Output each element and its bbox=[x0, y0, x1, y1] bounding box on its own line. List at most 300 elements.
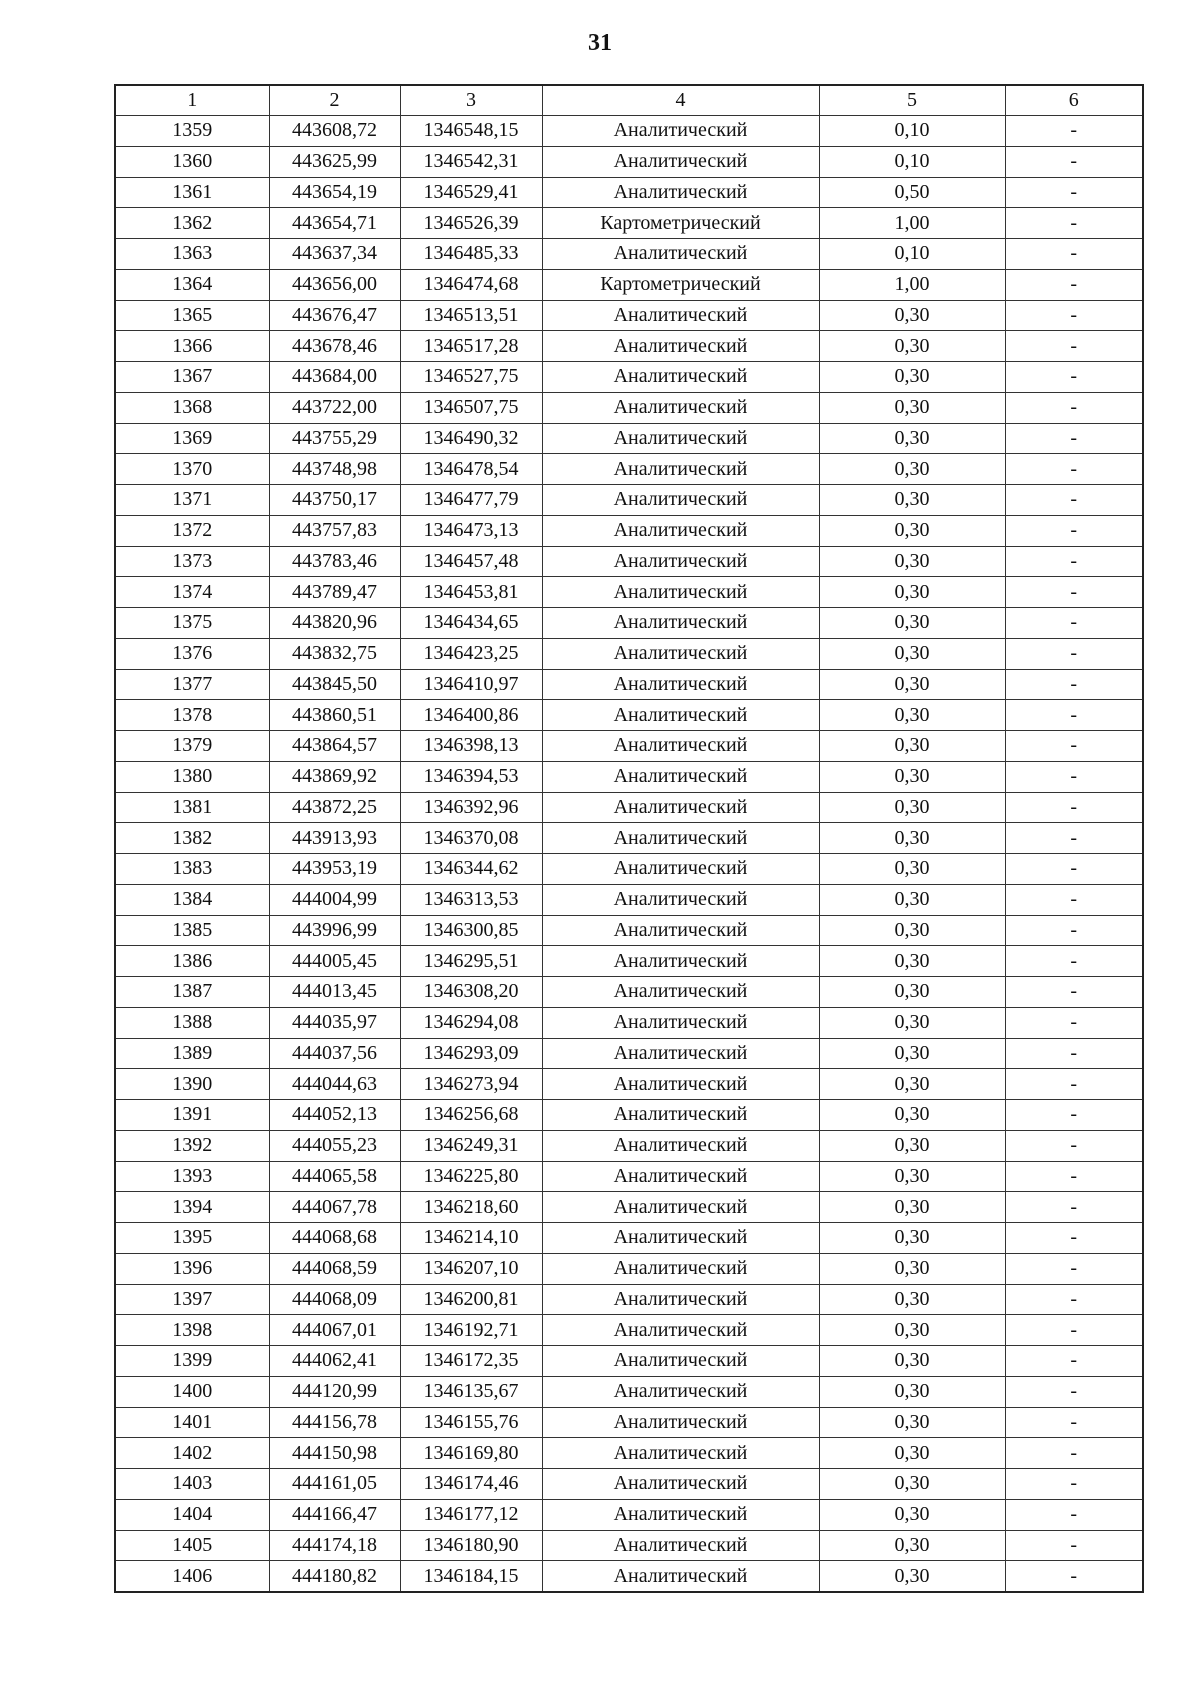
cell-point-number: 1387 bbox=[115, 977, 269, 1008]
cell-precision: 0,30 bbox=[819, 454, 1005, 485]
table-row bbox=[115, 116, 1143, 147]
cell-coordinate-y: 1346527,75 bbox=[400, 362, 542, 393]
table-row bbox=[115, 1130, 1143, 1161]
cell-coordinate-y: 1346218,60 bbox=[400, 1192, 542, 1223]
cell-method: Аналитический bbox=[542, 1223, 819, 1254]
cell-note: - bbox=[1005, 884, 1143, 915]
cell-note: - bbox=[1005, 577, 1143, 608]
cell-precision: 0,30 bbox=[819, 1253, 1005, 1284]
cell-method: Аналитический bbox=[542, 1407, 819, 1438]
cell-point-number: 1370 bbox=[115, 454, 269, 485]
cell-note: - bbox=[1005, 792, 1143, 823]
cell-precision: 0,30 bbox=[819, 392, 1005, 423]
column-header-6: 6 bbox=[1005, 85, 1143, 116]
cell-method: Аналитический bbox=[542, 977, 819, 1008]
cell-point-number: 1384 bbox=[115, 884, 269, 915]
cell-method: Аналитический bbox=[542, 515, 819, 546]
table-row bbox=[115, 638, 1143, 669]
table-row bbox=[115, 269, 1143, 300]
table-row bbox=[115, 1407, 1143, 1438]
cell-note: - bbox=[1005, 669, 1143, 700]
cell-coordinate-x: 443913,93 bbox=[269, 823, 400, 854]
cell-point-number: 1362 bbox=[115, 208, 269, 239]
cell-method: Аналитический bbox=[542, 331, 819, 362]
cell-method: Аналитический bbox=[542, 177, 819, 208]
cell-coordinate-y: 1346457,48 bbox=[400, 546, 542, 577]
table-row bbox=[115, 977, 1143, 1008]
cell-precision: 0,30 bbox=[819, 638, 1005, 669]
table-row bbox=[115, 485, 1143, 516]
cell-note: - bbox=[1005, 177, 1143, 208]
cell-method: Аналитический bbox=[542, 1007, 819, 1038]
cell-note: - bbox=[1005, 1069, 1143, 1100]
cell-point-number: 1376 bbox=[115, 638, 269, 669]
column-header-4: 4 bbox=[542, 85, 819, 116]
cell-coordinate-y: 1346477,79 bbox=[400, 485, 542, 516]
cell-method: Аналитический bbox=[542, 1069, 819, 1100]
cell-point-number: 1385 bbox=[115, 915, 269, 946]
cell-method: Аналитический bbox=[542, 1100, 819, 1131]
cell-coordinate-y: 1346423,25 bbox=[400, 638, 542, 669]
cell-coordinate-x: 443625,99 bbox=[269, 146, 400, 177]
cell-note: - bbox=[1005, 854, 1143, 885]
coordinates-table bbox=[114, 84, 1144, 1593]
cell-coordinate-x: 443637,34 bbox=[269, 239, 400, 270]
cell-point-number: 1391 bbox=[115, 1100, 269, 1131]
cell-coordinate-y: 1346249,31 bbox=[400, 1130, 542, 1161]
cell-precision: 0,30 bbox=[819, 1223, 1005, 1254]
cell-coordinate-x: 443656,00 bbox=[269, 269, 400, 300]
cell-coordinate-y: 1346256,68 bbox=[400, 1100, 542, 1131]
cell-method: Аналитический bbox=[542, 1192, 819, 1223]
cell-coordinate-y: 1346474,68 bbox=[400, 269, 542, 300]
cell-precision: 0,30 bbox=[819, 1192, 1005, 1223]
table-row bbox=[115, 1100, 1143, 1131]
cell-method: Аналитический bbox=[542, 116, 819, 147]
table-row bbox=[115, 577, 1143, 608]
cell-precision: 0,30 bbox=[819, 700, 1005, 731]
cell-point-number: 1365 bbox=[115, 300, 269, 331]
cell-coordinate-y: 1346398,13 bbox=[400, 731, 542, 762]
cell-precision: 0,30 bbox=[819, 362, 1005, 393]
cell-method: Аналитический bbox=[542, 638, 819, 669]
cell-precision: 0,30 bbox=[819, 792, 1005, 823]
table-row bbox=[115, 884, 1143, 915]
cell-coordinate-x: 444156,78 bbox=[269, 1407, 400, 1438]
cell-coordinate-x: 444044,63 bbox=[269, 1069, 400, 1100]
cell-precision: 0,30 bbox=[819, 1438, 1005, 1469]
cell-point-number: 1375 bbox=[115, 608, 269, 639]
cell-method: Картометрический bbox=[542, 208, 819, 239]
cell-precision: 0,10 bbox=[819, 146, 1005, 177]
cell-coordinate-x: 443872,25 bbox=[269, 792, 400, 823]
cell-coordinate-x: 443845,50 bbox=[269, 669, 400, 700]
cell-point-number: 1401 bbox=[115, 1407, 269, 1438]
table-row bbox=[115, 208, 1143, 239]
table-row bbox=[115, 146, 1143, 177]
cell-precision: 0,30 bbox=[819, 577, 1005, 608]
cell-coordinate-x: 444055,23 bbox=[269, 1130, 400, 1161]
cell-point-number: 1377 bbox=[115, 669, 269, 700]
cell-precision: 0,30 bbox=[819, 1561, 1005, 1592]
cell-note: - bbox=[1005, 761, 1143, 792]
cell-coordinate-x: 444035,97 bbox=[269, 1007, 400, 1038]
cell-method: Аналитический bbox=[542, 915, 819, 946]
cell-method: Аналитический bbox=[542, 392, 819, 423]
table-row bbox=[115, 823, 1143, 854]
table-row bbox=[115, 300, 1143, 331]
cell-note: - bbox=[1005, 423, 1143, 454]
cell-note: - bbox=[1005, 362, 1143, 393]
cell-coordinate-x: 443678,46 bbox=[269, 331, 400, 362]
table-row bbox=[115, 1038, 1143, 1069]
cell-coordinate-y: 1346485,33 bbox=[400, 239, 542, 270]
cell-coordinate-y: 1346293,09 bbox=[400, 1038, 542, 1069]
cell-coordinate-x: 443684,00 bbox=[269, 362, 400, 393]
cell-coordinate-y: 1346392,96 bbox=[400, 792, 542, 823]
cell-note: - bbox=[1005, 331, 1143, 362]
cell-note: - bbox=[1005, 1007, 1143, 1038]
cell-coordinate-x: 444150,98 bbox=[269, 1438, 400, 1469]
cell-point-number: 1399 bbox=[115, 1346, 269, 1377]
cell-method: Аналитический bbox=[542, 1346, 819, 1377]
cell-coordinate-y: 1346410,97 bbox=[400, 669, 542, 700]
cell-note: - bbox=[1005, 638, 1143, 669]
cell-coordinate-x: 444067,78 bbox=[269, 1192, 400, 1223]
cell-precision: 0,30 bbox=[819, 1407, 1005, 1438]
table-row bbox=[115, 1376, 1143, 1407]
cell-coordinate-x: 443953,19 bbox=[269, 854, 400, 885]
cell-coordinate-y: 1346200,81 bbox=[400, 1284, 542, 1315]
cell-precision: 0,30 bbox=[819, 1469, 1005, 1500]
cell-coordinate-x: 443869,92 bbox=[269, 761, 400, 792]
table-row bbox=[115, 669, 1143, 700]
cell-coordinate-y: 1346370,08 bbox=[400, 823, 542, 854]
cell-method: Аналитический bbox=[542, 300, 819, 331]
cell-note: - bbox=[1005, 1561, 1143, 1592]
cell-coordinate-x: 443860,51 bbox=[269, 700, 400, 731]
cell-point-number: 1369 bbox=[115, 423, 269, 454]
cell-coordinate-x: 444180,82 bbox=[269, 1561, 400, 1592]
cell-precision: 0,30 bbox=[819, 1499, 1005, 1530]
cell-coordinate-x: 444052,13 bbox=[269, 1100, 400, 1131]
cell-precision: 0,30 bbox=[819, 946, 1005, 977]
table-row bbox=[115, 1161, 1143, 1192]
cell-method: Аналитический bbox=[542, 854, 819, 885]
cell-coordinate-y: 1346548,15 bbox=[400, 116, 542, 147]
cell-coordinate-y: 1346174,46 bbox=[400, 1469, 542, 1500]
cell-precision: 0,30 bbox=[819, 1346, 1005, 1377]
cell-point-number: 1382 bbox=[115, 823, 269, 854]
cell-coordinate-y: 1346434,65 bbox=[400, 608, 542, 639]
cell-precision: 1,00 bbox=[819, 269, 1005, 300]
cell-method: Аналитический bbox=[542, 1253, 819, 1284]
cell-precision: 0,30 bbox=[819, 1069, 1005, 1100]
cell-note: - bbox=[1005, 1315, 1143, 1346]
cell-precision: 1,00 bbox=[819, 208, 1005, 239]
cell-precision: 0,30 bbox=[819, 1530, 1005, 1561]
cell-precision: 0,30 bbox=[819, 546, 1005, 577]
cell-precision: 0,30 bbox=[819, 423, 1005, 454]
column-header-2: 2 bbox=[269, 85, 400, 116]
cell-coordinate-y: 1346473,13 bbox=[400, 515, 542, 546]
cell-point-number: 1366 bbox=[115, 331, 269, 362]
cell-note: - bbox=[1005, 1161, 1143, 1192]
cell-coordinate-x: 444068,09 bbox=[269, 1284, 400, 1315]
cell-method: Аналитический bbox=[542, 792, 819, 823]
cell-point-number: 1373 bbox=[115, 546, 269, 577]
cell-method: Аналитический bbox=[542, 1499, 819, 1530]
table-row bbox=[115, 1499, 1143, 1530]
cell-coordinate-x: 444068,59 bbox=[269, 1253, 400, 1284]
cell-note: - bbox=[1005, 146, 1143, 177]
cell-coordinate-y: 1346490,32 bbox=[400, 423, 542, 454]
cell-coordinate-y: 1346513,51 bbox=[400, 300, 542, 331]
cell-point-number: 1367 bbox=[115, 362, 269, 393]
cell-precision: 0,30 bbox=[819, 1038, 1005, 1069]
cell-precision: 0,30 bbox=[819, 485, 1005, 516]
cell-method: Аналитический bbox=[542, 1469, 819, 1500]
cell-note: - bbox=[1005, 1346, 1143, 1377]
cell-note: - bbox=[1005, 1192, 1143, 1223]
table-row bbox=[115, 1007, 1143, 1038]
cell-point-number: 1402 bbox=[115, 1438, 269, 1469]
cell-point-number: 1406 bbox=[115, 1561, 269, 1592]
cell-coordinate-x: 443996,99 bbox=[269, 915, 400, 946]
cell-precision: 0,30 bbox=[819, 854, 1005, 885]
cell-method: Аналитический bbox=[542, 731, 819, 762]
cell-coordinate-y: 1346394,53 bbox=[400, 761, 542, 792]
cell-point-number: 1364 bbox=[115, 269, 269, 300]
cell-coordinate-x: 443783,46 bbox=[269, 546, 400, 577]
cell-method: Аналитический bbox=[542, 546, 819, 577]
cell-note: - bbox=[1005, 208, 1143, 239]
cell-note: - bbox=[1005, 823, 1143, 854]
cell-precision: 0,30 bbox=[819, 300, 1005, 331]
cell-coordinate-y: 1346400,86 bbox=[400, 700, 542, 731]
cell-note: - bbox=[1005, 1038, 1143, 1069]
cell-coordinate-y: 1346180,90 bbox=[400, 1530, 542, 1561]
cell-method: Аналитический bbox=[542, 1038, 819, 1069]
cell-coordinate-x: 444068,68 bbox=[269, 1223, 400, 1254]
table-row bbox=[115, 915, 1143, 946]
table-row bbox=[115, 1223, 1143, 1254]
cell-precision: 0,30 bbox=[819, 1376, 1005, 1407]
cell-coordinate-x: 444037,56 bbox=[269, 1038, 400, 1069]
cell-note: - bbox=[1005, 485, 1143, 516]
cell-coordinate-y: 1346184,15 bbox=[400, 1561, 542, 1592]
cell-coordinate-y: 1346308,20 bbox=[400, 977, 542, 1008]
cell-note: - bbox=[1005, 1100, 1143, 1131]
cell-coordinate-x: 443750,17 bbox=[269, 485, 400, 516]
cell-precision: 0,30 bbox=[819, 977, 1005, 1008]
cell-coordinate-y: 1346295,51 bbox=[400, 946, 542, 977]
cell-coordinate-x: 444166,47 bbox=[269, 1499, 400, 1530]
cell-point-number: 1372 bbox=[115, 515, 269, 546]
cell-point-number: 1397 bbox=[115, 1284, 269, 1315]
cell-coordinate-y: 1346542,31 bbox=[400, 146, 542, 177]
cell-method: Аналитический bbox=[542, 1315, 819, 1346]
cell-point-number: 1388 bbox=[115, 1007, 269, 1038]
cell-coordinate-y: 1346192,71 bbox=[400, 1315, 542, 1346]
table-row bbox=[115, 1469, 1143, 1500]
table-row bbox=[115, 1069, 1143, 1100]
table-row bbox=[115, 546, 1143, 577]
cell-method: Аналитический bbox=[542, 485, 819, 516]
cell-precision: 0,50 bbox=[819, 177, 1005, 208]
cell-coordinate-y: 1346526,39 bbox=[400, 208, 542, 239]
cell-note: - bbox=[1005, 946, 1143, 977]
table-row bbox=[115, 515, 1143, 546]
cell-point-number: 1396 bbox=[115, 1253, 269, 1284]
table-row bbox=[115, 1253, 1143, 1284]
cell-point-number: 1393 bbox=[115, 1161, 269, 1192]
cell-coordinate-y: 1346453,81 bbox=[400, 577, 542, 608]
cell-method: Аналитический bbox=[542, 1130, 819, 1161]
table-row bbox=[115, 362, 1143, 393]
cell-coordinate-x: 443722,00 bbox=[269, 392, 400, 423]
cell-point-number: 1363 bbox=[115, 239, 269, 270]
cell-point-number: 1360 bbox=[115, 146, 269, 177]
table-row bbox=[115, 946, 1143, 977]
cell-note: - bbox=[1005, 1130, 1143, 1161]
cell-coordinate-x: 443864,57 bbox=[269, 731, 400, 762]
table-row bbox=[115, 700, 1143, 731]
cell-precision: 0,30 bbox=[819, 515, 1005, 546]
cell-method: Аналитический bbox=[542, 700, 819, 731]
cell-precision: 0,30 bbox=[819, 669, 1005, 700]
cell-coordinate-x: 443832,75 bbox=[269, 638, 400, 669]
table-row bbox=[115, 1346, 1143, 1377]
cell-coordinate-y: 1346177,12 bbox=[400, 1499, 542, 1530]
cell-point-number: 1378 bbox=[115, 700, 269, 731]
page-number: 31 bbox=[588, 30, 612, 56]
cell-coordinate-y: 1346294,08 bbox=[400, 1007, 542, 1038]
cell-note: - bbox=[1005, 300, 1143, 331]
table-row bbox=[115, 854, 1143, 885]
cell-coordinate-y: 1346313,53 bbox=[400, 884, 542, 915]
cell-coordinate-y: 1346517,28 bbox=[400, 331, 542, 362]
table-row bbox=[115, 239, 1143, 270]
cell-coordinate-x: 443654,19 bbox=[269, 177, 400, 208]
cell-coordinate-x: 444065,58 bbox=[269, 1161, 400, 1192]
cell-note: - bbox=[1005, 1530, 1143, 1561]
cell-point-number: 1395 bbox=[115, 1223, 269, 1254]
table-row bbox=[115, 1438, 1143, 1469]
cell-method: Аналитический bbox=[542, 1438, 819, 1469]
column-header-5: 5 bbox=[819, 85, 1005, 116]
cell-coordinate-y: 1346344,62 bbox=[400, 854, 542, 885]
cell-note: - bbox=[1005, 977, 1143, 1008]
cell-method: Аналитический bbox=[542, 1530, 819, 1561]
cell-coordinate-y: 1346300,85 bbox=[400, 915, 542, 946]
cell-coordinate-x: 443757,83 bbox=[269, 515, 400, 546]
column-header-3: 3 bbox=[400, 85, 542, 116]
cell-method: Аналитический bbox=[542, 454, 819, 485]
cell-point-number: 1383 bbox=[115, 854, 269, 885]
table-row bbox=[115, 177, 1143, 208]
cell-note: - bbox=[1005, 1407, 1143, 1438]
cell-note: - bbox=[1005, 1253, 1143, 1284]
cell-coordinate-x: 444067,01 bbox=[269, 1315, 400, 1346]
cell-method: Аналитический bbox=[542, 146, 819, 177]
cell-coordinate-y: 1346478,54 bbox=[400, 454, 542, 485]
cell-coordinate-x: 444004,99 bbox=[269, 884, 400, 915]
cell-precision: 0,30 bbox=[819, 1284, 1005, 1315]
cell-coordinate-y: 1346214,10 bbox=[400, 1223, 542, 1254]
cell-coordinate-x: 444120,99 bbox=[269, 1376, 400, 1407]
cell-point-number: 1400 bbox=[115, 1376, 269, 1407]
cell-note: - bbox=[1005, 1284, 1143, 1315]
cell-coordinate-x: 443748,98 bbox=[269, 454, 400, 485]
table-row bbox=[115, 761, 1143, 792]
table-row bbox=[115, 1284, 1143, 1315]
cell-note: - bbox=[1005, 515, 1143, 546]
column-header-1: 1 bbox=[115, 85, 269, 116]
cell-precision: 0,10 bbox=[819, 116, 1005, 147]
cell-coordinate-y: 1346169,80 bbox=[400, 1438, 542, 1469]
cell-point-number: 1389 bbox=[115, 1038, 269, 1069]
table-row bbox=[115, 792, 1143, 823]
cell-point-number: 1379 bbox=[115, 731, 269, 762]
cell-precision: 0,30 bbox=[819, 608, 1005, 639]
cell-point-number: 1392 bbox=[115, 1130, 269, 1161]
cell-note: - bbox=[1005, 1376, 1143, 1407]
cell-method: Аналитический bbox=[542, 362, 819, 393]
cell-coordinate-y: 1346273,94 bbox=[400, 1069, 542, 1100]
cell-coordinate-x: 444062,41 bbox=[269, 1346, 400, 1377]
cell-method: Аналитический bbox=[542, 946, 819, 977]
table-row bbox=[115, 331, 1143, 362]
cell-point-number: 1404 bbox=[115, 1499, 269, 1530]
table-body bbox=[115, 116, 1143, 1593]
header-row bbox=[115, 85, 1143, 116]
cell-point-number: 1380 bbox=[115, 761, 269, 792]
cell-note: - bbox=[1005, 700, 1143, 731]
cell-coordinate-y: 1346172,35 bbox=[400, 1346, 542, 1377]
cell-point-number: 1394 bbox=[115, 1192, 269, 1223]
table-row bbox=[115, 608, 1143, 639]
cell-precision: 0,30 bbox=[819, 761, 1005, 792]
cell-note: - bbox=[1005, 269, 1143, 300]
cell-point-number: 1374 bbox=[115, 577, 269, 608]
cell-coordinate-x: 444005,45 bbox=[269, 946, 400, 977]
cell-note: - bbox=[1005, 116, 1143, 147]
cell-method: Аналитический bbox=[542, 1161, 819, 1192]
table-row bbox=[115, 454, 1143, 485]
cell-precision: 0,30 bbox=[819, 1315, 1005, 1346]
cell-precision: 0,30 bbox=[819, 915, 1005, 946]
cell-coordinate-y: 1346207,10 bbox=[400, 1253, 542, 1284]
cell-method: Аналитический bbox=[542, 1561, 819, 1592]
cell-method: Аналитический bbox=[542, 823, 819, 854]
cell-coordinate-x: 443789,47 bbox=[269, 577, 400, 608]
cell-point-number: 1403 bbox=[115, 1469, 269, 1500]
cell-coordinate-x: 443654,71 bbox=[269, 208, 400, 239]
table-row bbox=[115, 1315, 1143, 1346]
cell-coordinate-y: 1346135,67 bbox=[400, 1376, 542, 1407]
cell-note: - bbox=[1005, 1499, 1143, 1530]
cell-note: - bbox=[1005, 731, 1143, 762]
cell-coordinate-y: 1346155,76 bbox=[400, 1407, 542, 1438]
cell-method: Аналитический bbox=[542, 577, 819, 608]
table-row bbox=[115, 1561, 1143, 1592]
cell-method: Аналитический bbox=[542, 669, 819, 700]
cell-coordinate-x: 444174,18 bbox=[269, 1530, 400, 1561]
cell-precision: 0,10 bbox=[819, 239, 1005, 270]
cell-point-number: 1398 bbox=[115, 1315, 269, 1346]
cell-point-number: 1405 bbox=[115, 1530, 269, 1561]
